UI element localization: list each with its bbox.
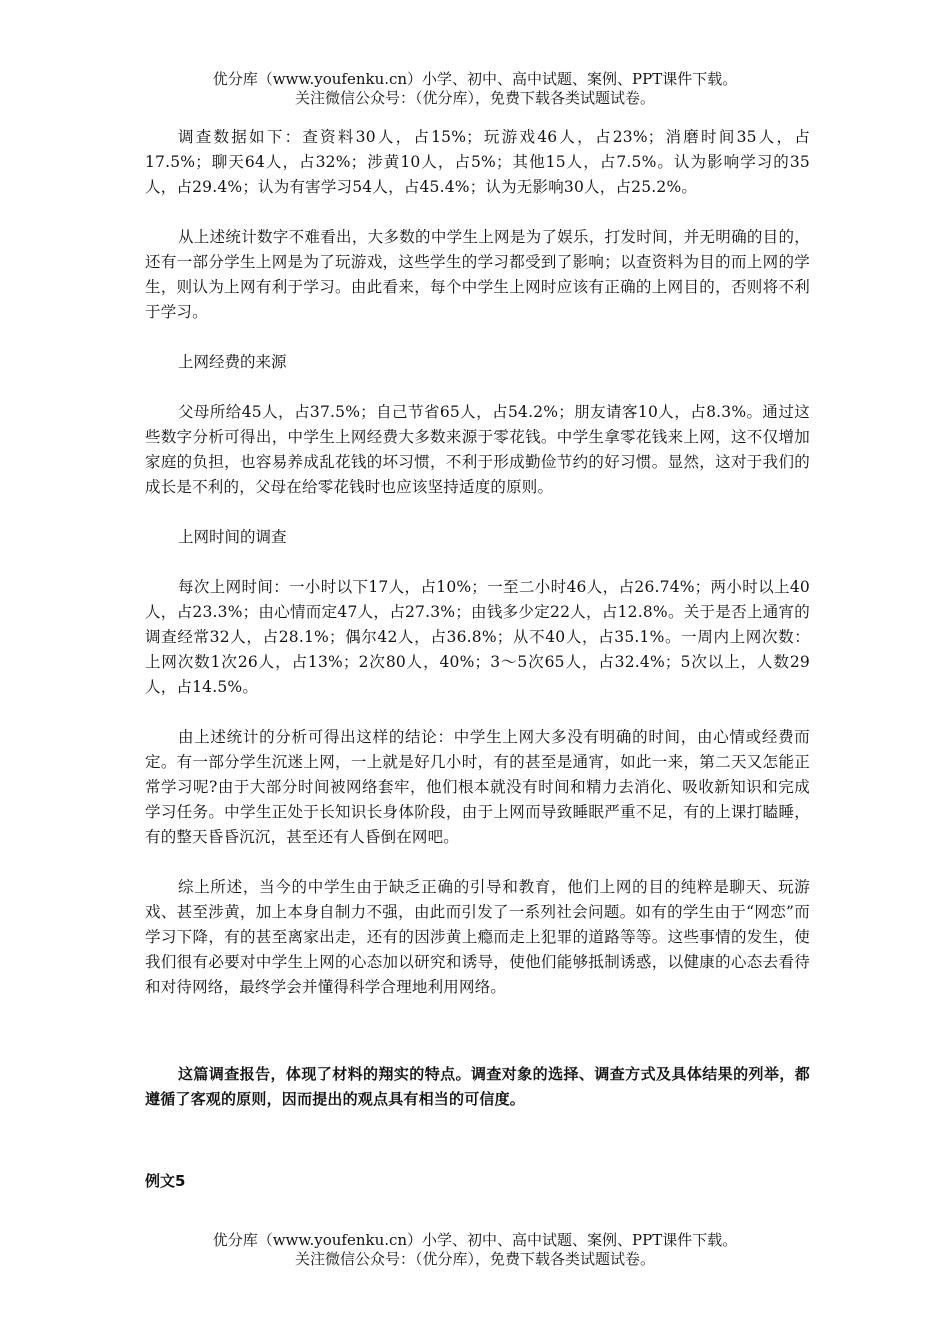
analysis-paragraph: 从上述统计数字不难看出，大多数的中学生上网是为了娱乐，打发时间，并无明确的目的，还有一部分学生上网是为了玩游戏，这些学生的学习都受到了影响；以查资料为目的而上网的学生，则认为上网有利于学习。由此看来，每个中学生上网时应该有正确的上网目的，否则将不利于学习。 [145,228,810,321]
conclusion-paragraph: 由上述统计的分析可得出这样的结论：中学生上网大多没有明确的时间，由心情或经费而定。有一部分学生沉迷上网，一上就是好几小时，有的甚至是通宵，如此一来，第二天又怎能正常学习呢?由于大部分时间被网络套牢，他们根本就没有时间和精力去消化、吸收新知识和完成学习任务。中学生正处于长知识长身体阶段，由于上网而导致睡眠严重不足，有的上课打瞌睡，有的整天昏昏沉沉，甚至还有人昏倒在网吧。 [145,728,810,846]
summary-paragraph: 综上所述，当今的中学生由于缺乏正确的引导和教育，他们上网的目的纯粹是聊天、玩游戏、甚至涉黄，加上本身自制力不强，由此而引发了一系列社会问题。如有的学生由于“网恋”而学习下降，有的甚至离家出走，还有的因涉黄上瘾而走上犯罪的道路等等。这些事情的发生，使我们很有必要对中学生上网的心态加以研究和诱导，使他们能够抵制诱惑，以健康的心态去看待和对待网络，最终学会并懂得科学合理地利用网络。 [145,878,810,996]
section-heading-funding: 上网经费的来源 [178,353,287,371]
example-title: 例文5 [145,1172,186,1190]
funding-paragraph: 父母所给45人，占37.5%；自己节省65人，占54.2%；朋友请客10人，占8.3%。通过这些数字分析可得出，中学生上网经费大多数来源于零花钱。中学生拿零花钱来上网，这不仅增加家庭的负担，也容易养成乱花钱的坏习惯，不利于形成勤俭节约的好习惯。显然，这对于我们的成长是不利的，父母在给零花钱时也应该坚持适度的原则。 [145,403,810,496]
time-survey-paragraph: 每次上网时间：一小时以下17人，占10%；一至二小时46人，占26.74%；两小时以上40人，占23.3%；由心情而定47人，占27.3%；由钱多少定22人，占12.8%。关于是否上通宵的调查经常32人，占28.1%；偶尔42人，占36.8%；从不40人，占35.1%。一周内上网次数：上网次数1次26人，占13%；2次80人，40%；3～5次65人，占32.4%；5次以上，人数29人，占14.5%。 [145,578,810,696]
commentary-paragraph: 这篇调查报告，体现了材料的翔实的特点。调查对象的选择、调查方式及具体结果的列举，都遵循了客观的原则，因而提出的观点具有相当的可信度。 [145,1065,810,1108]
header-line-1: 优分库（www.youfenku.cn）小学、初中、高中试题、案例、PPT课件下载。 [212,70,738,88]
section-heading-time: 上网时间的调查 [178,528,287,546]
footer-line-2: 关注微信公众号：（优分库），免费下载各类试题试卷。 [294,1250,655,1268]
header-line-2: 关注微信公众号：（优分库），免费下载各类试题试卷。 [294,89,655,107]
document-body [145,125,810,1137]
page-header [0,70,950,108]
footer-line-1: 优分库（www.youfenku.cn）小学、初中、高中试题、案例、PPT课件下载。 [212,1231,738,1249]
survey-data-paragraph: 调查数据如下：查资料30人，占15%；玩游戏46人，占23%；消磨时间35人，占17.5%；聊天64人，占32%；涉黄10人，占5%；其他15人，占7.5%。认为影响学习的35人，占29.4%；认为有害学习54人，占45.4%；认为无影响30人，占25.2%。 [145,128,810,196]
page-footer [0,1231,950,1269]
